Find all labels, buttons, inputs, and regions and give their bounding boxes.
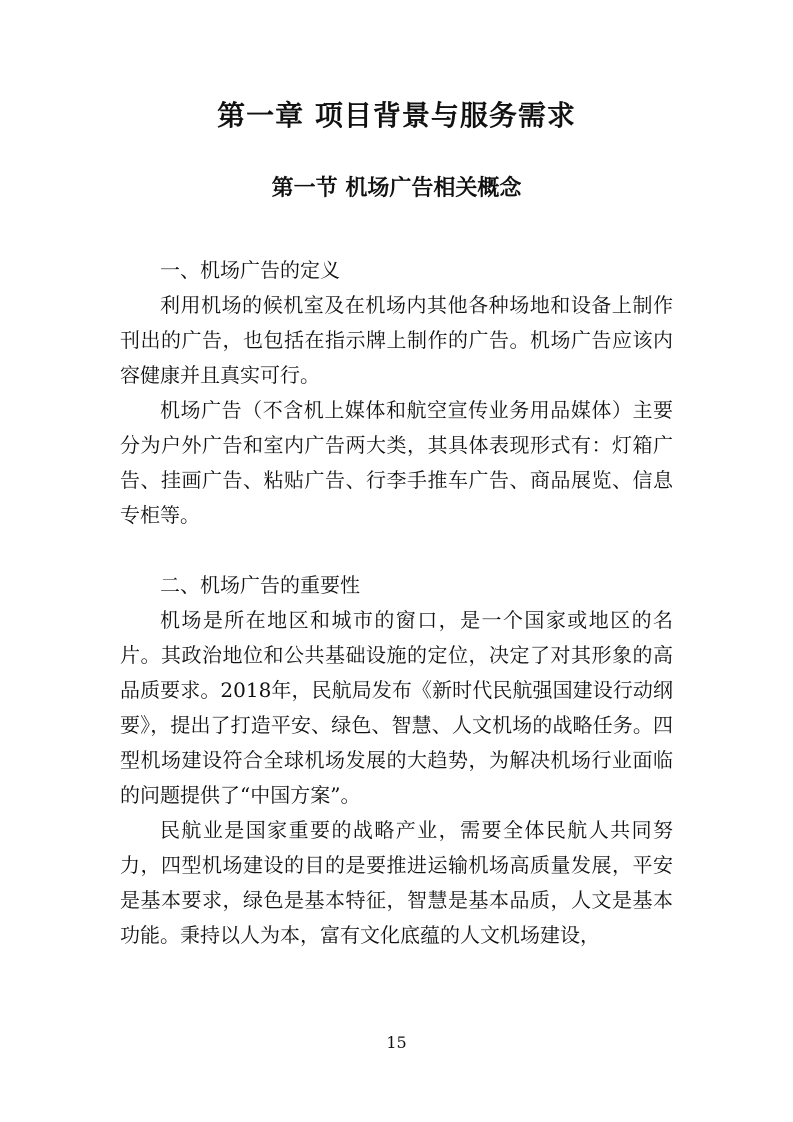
paragraph: 机场广告（不含机上媒体和航空宣传业务用品媒体）主要分为户外广告和室内广告两大类，其具体表现形式有：灯箱广告、挂画广告、粘贴广告、行李手推车广告、商品展览、信息专柜等。 [120,398,673,527]
chapter-title: 第一章 项目背景与服务需求 [217,99,576,132]
paragraph: 民航业是国家重要的战略产业，需要全体民航人共同努力，四型机场建设的目的是要推进运输机场高质量发展，平安是基本要求，绿色是基本特征，智慧是基本品质，人文是基本功能。秉持以人为本，富有文化底蕴的人文机场建设， [120,818,673,947]
paragraph-gap [120,533,673,568]
section-title: 第一节 机场广告相关概念 [271,176,522,201]
paragraph: 利用机场的候机室及在机场内其他各种场地和设备上制作刊出的广告，也包括在指示牌上制作的广告。机场广告应该内容健康并且真实可行。 [120,293,673,387]
page-number: 15 [386,1033,407,1052]
subsection-heading: 一、机场广告的定义 [160,258,340,282]
paragraph: 机场是所在地区和城市的窗口，是一个国家或地区的名片。其政治地位和公共基础设施的定位，决定了对其形象的高品质要求。2018年，民航局发布《新时代民航强国建设行动纲要》，提出了打造平安、绿色、智慧、人文机场的战略任务。四型机场建设符合全球机场发展的大趋势，为解决机场行业面临的问题提供了“中国方案”。 [120,608,673,807]
body-text [120,253,673,953]
subsection-heading: 二、机场广告的重要性 [160,573,360,597]
